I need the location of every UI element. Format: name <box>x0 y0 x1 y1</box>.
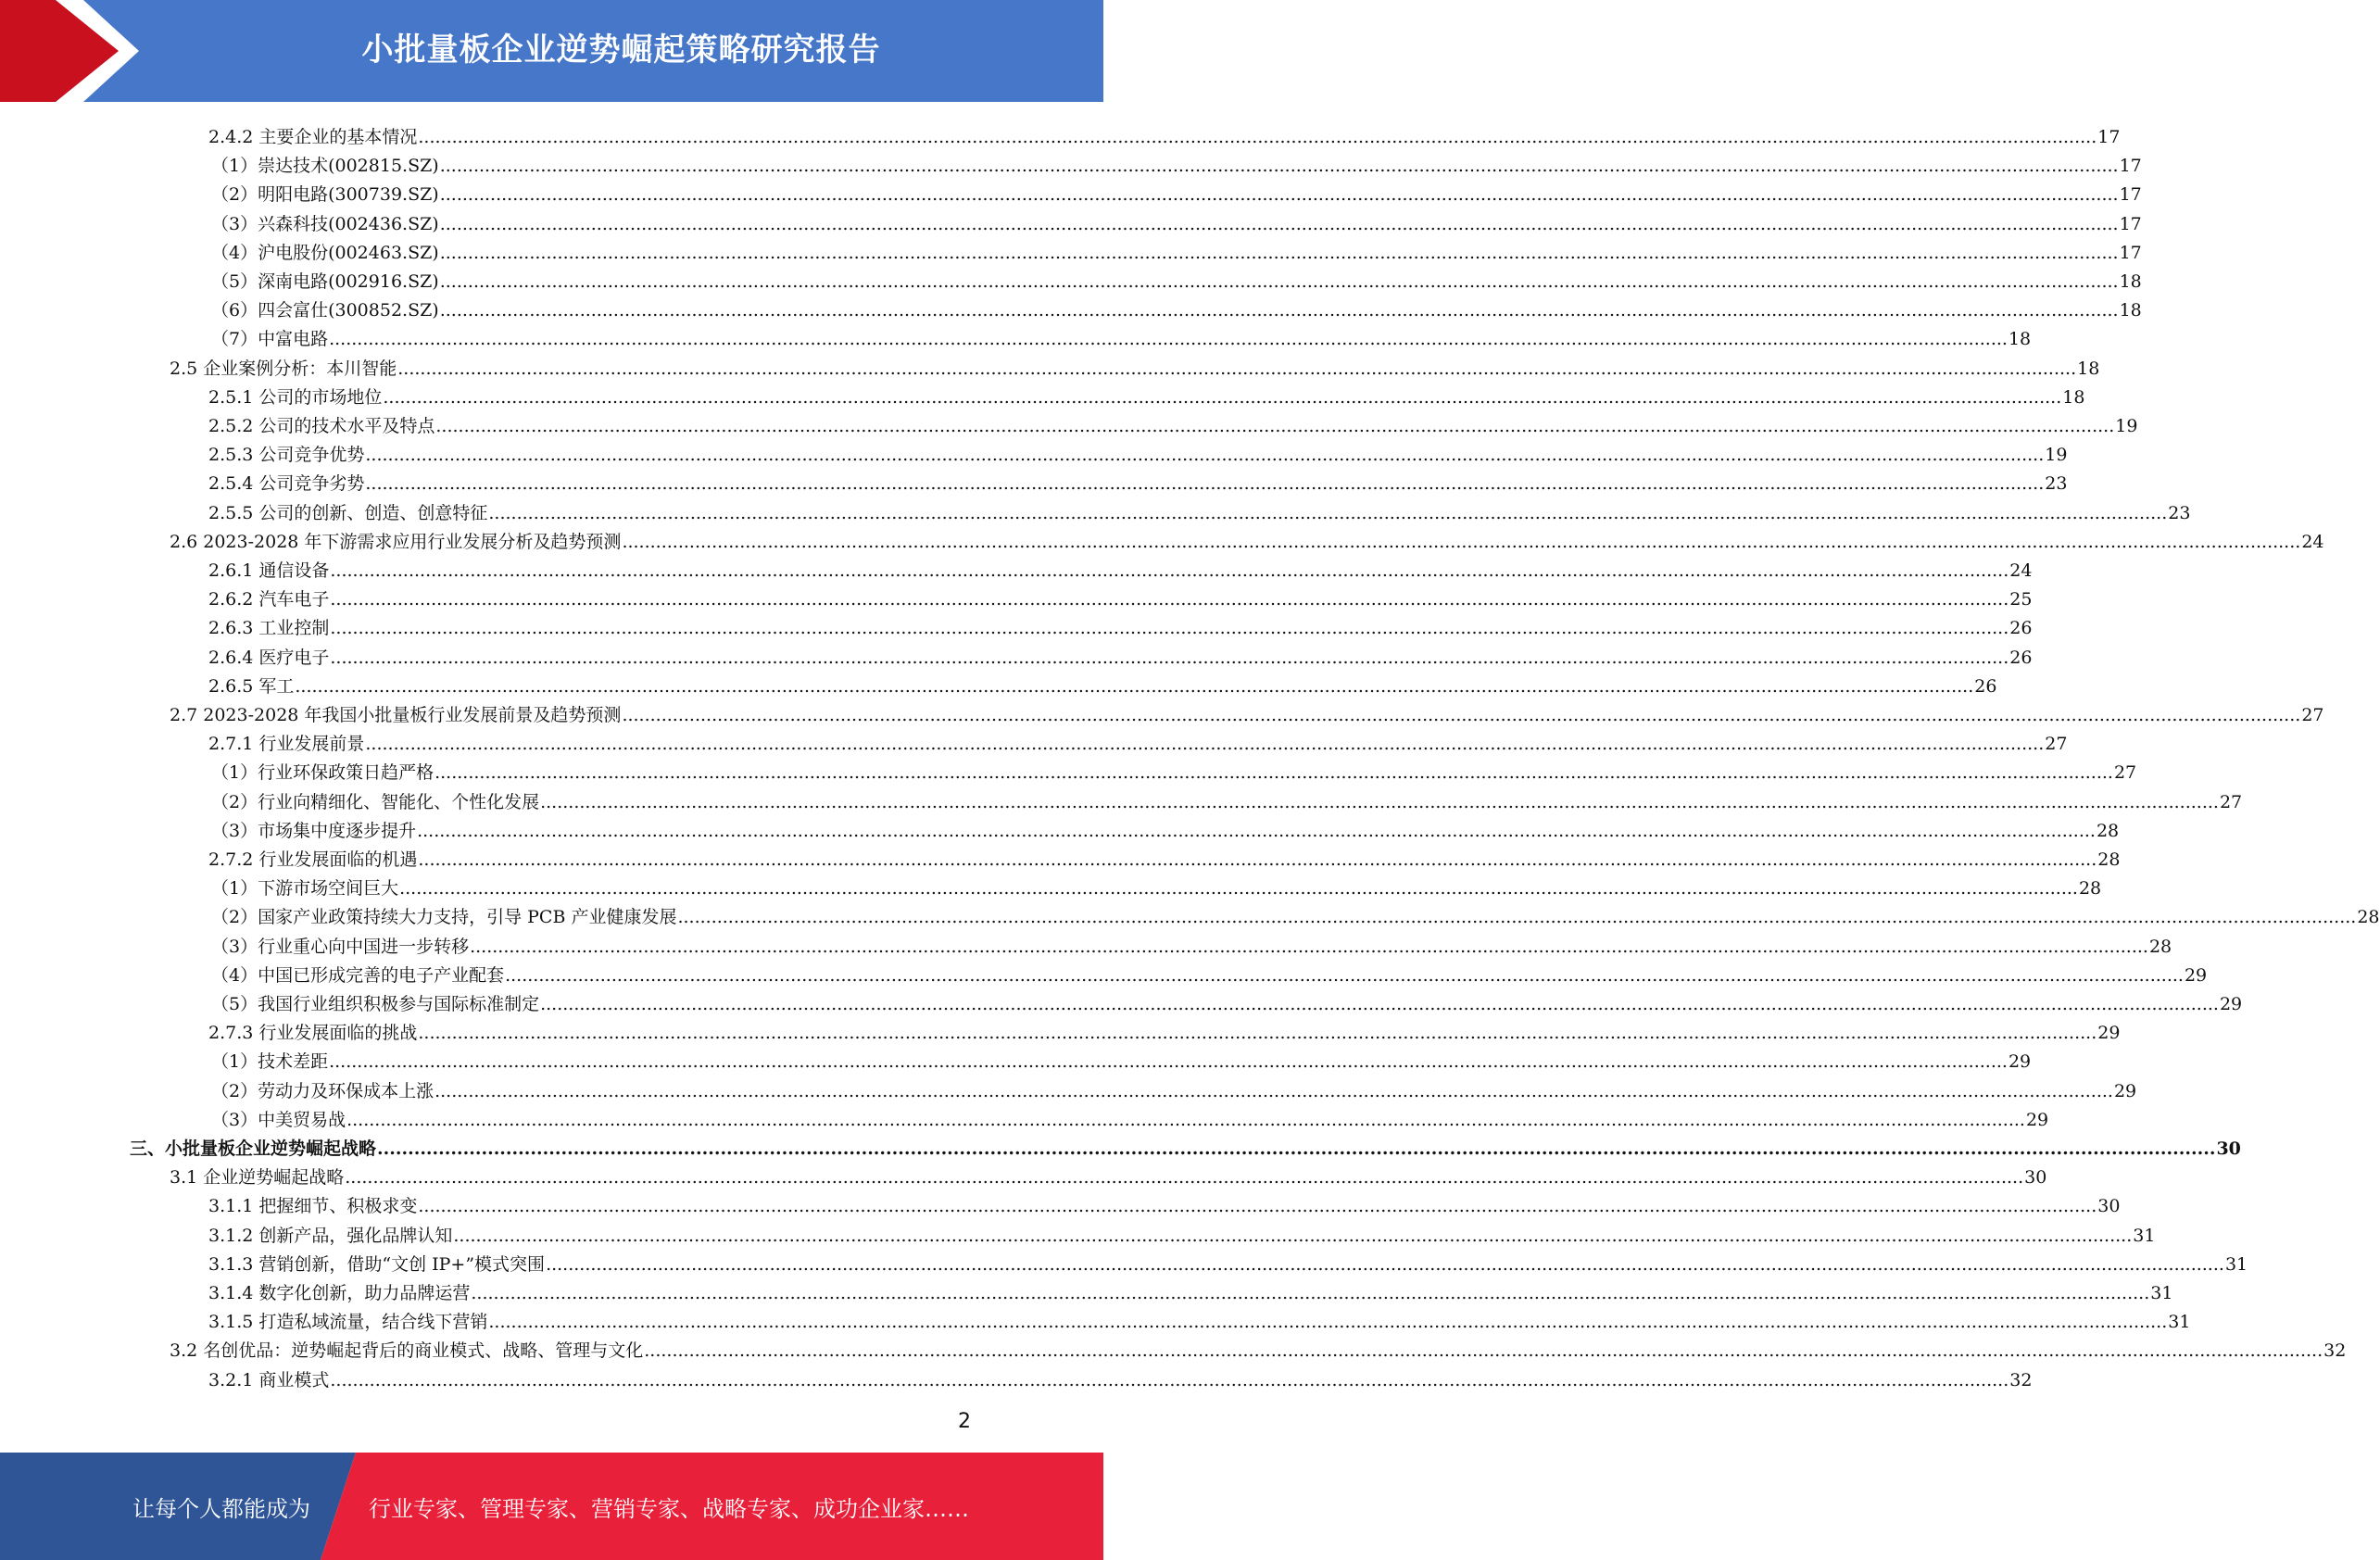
toc-entry[interactable] <box>208 1303 2191 1333</box>
toc-leader-dots: ............................................................................................................................................................................................................................................................................................................ <box>439 242 2119 263</box>
toc-entry[interactable] <box>211 754 2137 784</box>
toc-entry[interactable] <box>211 147 2142 177</box>
toc-entry-page: 30 <box>2097 1196 2121 1217</box>
toc-leader-dots: ............................................................................................................................................................................................................................................................................................................ <box>488 1312 2168 1333</box>
toc-entry[interactable] <box>208 1217 2156 1246</box>
toc-entry-label: （3）兴森科技(002436.SZ) <box>211 213 439 234</box>
toc-leader-dots: ............................................................................................................................................................................................................................................................................................................ <box>488 502 2168 523</box>
toc-entry-page: 18 <box>2062 386 2085 408</box>
toc-leader-dots: ............................................................................................................................................................................................................................................................................................................ <box>330 1369 2009 1390</box>
toc-entry-page: 31 <box>2224 1253 2248 1275</box>
toc-entry-label: 2.7.2 行业发展面临的机遇 <box>208 849 418 870</box>
toc-entry-page: 31 <box>2168 1312 2191 1333</box>
toc-leader-dots: ............................................................................................................................................................................................................................................................................................................ <box>329 1051 2008 1073</box>
toc-entry-label: （3）行业重心向中国进一步转移 <box>211 936 470 957</box>
toc-leader-dots: ............................................................................................................................................................................................................................................................................................................ <box>439 300 2119 321</box>
page-header <box>0 0 1103 102</box>
toc-entry[interactable] <box>211 957 2208 986</box>
toc-leader-dots: ............................................................................................................................................................................................................................................................................................................ <box>383 386 2062 408</box>
toc-entry[interactable] <box>170 523 2324 552</box>
toc-entry-page: 17 <box>2119 156 2142 177</box>
toc-entry-page: 24 <box>2009 560 2033 581</box>
toc-entry[interactable] <box>211 1101 2049 1130</box>
toc-entry-label: 三、小批量板企业逆势崛起战略 <box>130 1139 377 1159</box>
toc-entry-label: 2.6.1 通信设备 <box>208 560 330 581</box>
toc-entry-label: 2.5.3 公司竞争优势 <box>208 445 365 466</box>
toc-entry-label: （1）技术差距 <box>211 1051 329 1073</box>
toc-entry-page: 17 <box>2119 213 2142 234</box>
toc-entry-label: （2）国家产业政策持续大力支持，引导 PCB 产业健康发展 <box>211 907 677 928</box>
toc-leader-dots: ............................................................................................................................................................................................................................................................................................................ <box>622 531 2301 552</box>
toc-entry[interactable] <box>208 725 2068 755</box>
header-chevron-icon <box>0 0 148 102</box>
toc-leader-dots: ............................................................................................................................................................................................................................................................................................................ <box>330 589 2009 610</box>
toc-entry[interactable] <box>208 1362 2033 1390</box>
toc-leader-dots: ............................................................................................................................................................................................................................................................................................................ <box>417 820 2096 841</box>
toc-entry[interactable] <box>208 379 2085 408</box>
toc-entry[interactable] <box>170 697 2324 725</box>
toc-leader-dots: ............................................................................................................................................................................................................................................................................................................ <box>439 271 2119 292</box>
toc-entry[interactable] <box>208 639 2033 668</box>
toc-leader-dots: ............................................................................................................................................................................................................................................................................................................ <box>540 994 2219 1014</box>
toc-leader-dots: ............................................................................................................................................................................................................................................................................................................ <box>435 416 2115 436</box>
toc-entry-label: （1）崇达技术(002815.SZ) <box>211 156 439 177</box>
toc-entry[interactable] <box>208 668 1997 697</box>
toc-leader-dots: ............................................................................................................................................................................................................................................................................................................ <box>434 1080 2113 1101</box>
toc-entry-page: 23 <box>2168 502 2191 523</box>
toc-entry-label: （5）深南电路(002916.SZ) <box>211 271 439 292</box>
toc-leader-dots: ............................................................................................................................................................................................................................................................................................................ <box>471 1283 2150 1303</box>
toc-entry-page: 27 <box>2045 734 2068 755</box>
toc-entry-page: 17 <box>2119 242 2142 263</box>
toc-entry-label: 2.7.3 行业发展面临的挑战 <box>208 1023 418 1044</box>
toc-entry-page: 26 <box>2009 647 2033 668</box>
toc-entry[interactable] <box>208 581 2033 610</box>
toc-leader-dots: ............................................................................................................................................................................................................................................................................................................ <box>439 184 2119 206</box>
toc-leader-dots: ............................................................................................................................................................................................................................................................................................................ <box>622 705 2301 725</box>
toc-entry-label: 2.6.5 军工 <box>208 675 295 697</box>
toc-entry[interactable] <box>211 870 2102 900</box>
toc-entry-label: 3.1.4 数字化创新，助力品牌运营 <box>208 1283 471 1303</box>
toc-entry-page: 30 <box>2024 1167 2047 1189</box>
toc-entry-label: 2.7.1 行业发展前景 <box>208 734 365 755</box>
page-number: 2 <box>958 1410 971 1433</box>
toc-entry-label: 2.6.3 工业控制 <box>208 618 330 639</box>
toc-entry[interactable] <box>211 899 2380 928</box>
toc-entry[interactable] <box>208 495 2191 523</box>
toc-entry-page: 28 <box>2357 907 2380 928</box>
toc-leader-dots: ............................................................................................................................................................................................................................................................................................................ <box>453 1225 2133 1246</box>
toc-leader-dots: ............................................................................................................................................................................................................................................................................................................ <box>546 1253 2224 1275</box>
toc-entry-page: 19 <box>2115 416 2138 436</box>
toc-entry-label: （4）中国已形成完善的电子产业配套 <box>211 964 505 986</box>
toc-entry-label: （3）市场集中度逐步提升 <box>211 820 417 841</box>
toc-leader-dots: ............................................................................................................................................................................................................................................................................................................ <box>470 936 2148 957</box>
footer-slogan-left: 让每个人都能成为 <box>132 1496 310 1522</box>
toc-entry[interactable] <box>130 1130 2241 1159</box>
toc-leader-dots: ............................................................................................................................................................................................................................................................................................................ <box>330 560 2009 581</box>
toc-entry[interactable] <box>208 1246 2248 1275</box>
toc-entry[interactable] <box>208 1275 2173 1303</box>
toc-entry[interactable] <box>211 1073 2137 1101</box>
toc-entry-page: 29 <box>2097 1023 2121 1044</box>
toc-entry[interactable] <box>208 119 2121 147</box>
toc-entry-label: （2）明阳电路(300739.SZ) <box>211 184 439 206</box>
toc-entry-page: 18 <box>2077 358 2100 379</box>
toc-entry[interactable] <box>211 176 2142 206</box>
toc-entry-label: 2.6.2 汽车电子 <box>208 589 330 610</box>
toc-entry[interactable] <box>208 841 2121 870</box>
toc-leader-dots: ............................................................................................................................................................................................................................................................................................................ <box>330 618 2009 639</box>
toc-entry[interactable] <box>211 812 2120 841</box>
toc-entry-label: （3）中美贸易战 <box>211 1109 346 1130</box>
toc-entry-label: 3.2 名创优品：逆势崛起背后的商业模式、战略、管理与文化 <box>170 1340 644 1362</box>
toc-leader-dots: ............................................................................................................................................................................................................................................................................................................ <box>346 1109 2025 1130</box>
toc-entry-label: 2.7 2023-2028 年我国小批量板行业发展前景及趋势预测 <box>170 705 622 725</box>
toc-leader-dots: ............................................................................................................................................................................................................................................................................................................ <box>365 445 2045 466</box>
footer-slogan-right: 行业专家、管理专家、营销专家、战略专家、成功企业家…… <box>369 1496 969 1522</box>
toc-entry-label: 2.5.1 公司的市场地位 <box>208 386 383 408</box>
toc-leader-dots: ............................................................................................................................................................................................................................................................................................................ <box>295 675 1974 697</box>
toc-entry-page: 18 <box>2119 300 2142 321</box>
toc-entry-label: 3.1.1 把握细节、积极求变 <box>208 1196 418 1217</box>
toc-entry-page: 29 <box>2008 1051 2032 1073</box>
toc-entry[interactable] <box>208 436 2068 466</box>
toc-entry-label: 3.1 企业逆势崛起战略 <box>170 1167 345 1189</box>
toc-entry[interactable] <box>170 1332 2347 1362</box>
toc-entry[interactable] <box>208 610 2033 639</box>
toc-leader-dots: ............................................................................................................................................................................................................................................................................................................ <box>345 1167 2024 1189</box>
toc-entry-label: 3.2.1 商业模式 <box>208 1369 330 1390</box>
toc-entry-label: 3.1.2 创新产品，强化品牌认知 <box>208 1225 453 1246</box>
toc-entry[interactable] <box>170 1159 2047 1189</box>
toc-entry-page: 31 <box>2150 1283 2173 1303</box>
toc-entry-page: 26 <box>1974 675 1997 697</box>
toc-entry-page: 29 <box>2113 1080 2137 1101</box>
page-footer <box>0 1453 1103 1560</box>
toc-entry-label: （4）沪电股份(002463.SZ) <box>211 242 439 263</box>
toc-leader-dots: ............................................................................................................................................................................................................................................................................................................ <box>439 156 2119 177</box>
toc-entry[interactable] <box>208 465 2068 495</box>
report-title: 小批量板企业逆势崛起策略研究报告 <box>361 31 881 69</box>
toc-entry-label: 2.5.4 公司竞争劣势 <box>208 473 365 495</box>
toc-leader-dots: ............................................................................................................................................................................................................................................................................................................ <box>377 1139 2216 1159</box>
toc-entry-page: 18 <box>2008 329 2032 350</box>
toc-leader-dots: ............................................................................................................................................................................................................................................................................................................ <box>330 647 2009 668</box>
toc-entry-label: （7）中富电路 <box>211 329 329 350</box>
toc-entry-label: 2.5.5 公司的创新、创造、创意特征 <box>208 502 488 523</box>
toc-leader-dots: ............................................................................................................................................................................................................................................................................................................ <box>540 791 2219 812</box>
toc-entry-page: 19 <box>2045 445 2068 466</box>
toc-entry-page: 27 <box>2219 791 2243 812</box>
toc-entry[interactable] <box>208 552 2033 581</box>
toc-entry[interactable] <box>211 234 2142 263</box>
toc-leader-dots: ............................................................................................................................................................................................................................................................................................................ <box>365 473 2045 495</box>
toc-leader-dots: ............................................................................................................................................................................................................................................................................................................ <box>365 734 2045 755</box>
toc-entry-page: 28 <box>2096 820 2120 841</box>
toc-entry-page: 26 <box>2009 618 2033 639</box>
toc-leader-dots: ............................................................................................................................................................................................................................................................................................................ <box>399 878 2078 900</box>
toc-entry[interactable] <box>211 206 2142 234</box>
toc-entry-label: （2）行业向精细化、智能化、个性化发展 <box>211 791 540 812</box>
toc-entry[interactable] <box>208 1188 2121 1217</box>
toc-entry-label: （1）行业环保政策日趋严格 <box>211 762 434 784</box>
toc-entry[interactable] <box>211 263 2142 292</box>
toc-entry-label: 2.6.4 医疗电子 <box>208 647 330 668</box>
toc-entry-label: 2.4.2 主要企业的基本情况 <box>208 127 418 147</box>
toc-entry-page: 25 <box>2009 589 2033 610</box>
toc-entry-label: 3.1.5 打造私域流量，结合线下营销 <box>208 1312 488 1333</box>
toc-entry-page: 28 <box>2078 878 2102 900</box>
toc-entry[interactable] <box>208 408 2138 436</box>
toc-entry-label: 2.5.2 公司的技术水平及特点 <box>208 416 435 436</box>
toc-entry-page: 29 <box>2184 964 2208 986</box>
toc-entry-page: 17 <box>2119 184 2142 206</box>
toc-entry[interactable] <box>211 784 2243 812</box>
toc-entry-page: 24 <box>2301 531 2324 552</box>
toc-entry-label: （5）我国行业组织积极参与国际标准制定 <box>211 994 540 1014</box>
toc-leader-dots: ............................................................................................................................................................................................................................................................................................................ <box>418 849 2097 870</box>
toc-entry[interactable] <box>211 928 2172 957</box>
toc-leader-dots: ............................................................................................................................................................................................................................................................................................................ <box>677 907 2357 928</box>
toc-entry-label: 3.1.3 营销创新，借助“文创 IP+”模式突围 <box>208 1253 546 1275</box>
toc-entry-page: 27 <box>2113 762 2137 784</box>
toc-entry-label: （1）下游市场空间巨大 <box>211 878 399 900</box>
toc-entry-page: 29 <box>2025 1109 2049 1130</box>
toc-entry-page: 31 <box>2133 1225 2156 1246</box>
toc-entry-page: 32 <box>2009 1369 2033 1390</box>
toc-entry[interactable] <box>211 986 2243 1014</box>
toc-entry-label: （2）劳动力及环保成本上涨 <box>211 1080 434 1101</box>
toc-entry[interactable] <box>211 1043 2032 1073</box>
toc-leader-dots: ............................................................................................................................................................................................................................................................................................................ <box>505 964 2184 986</box>
toc-leader-dots: ............................................................................................................................................................................................................................................................................................................ <box>434 762 2113 784</box>
toc-leader-dots: ............................................................................................................................................................................................................................................................................................................ <box>439 213 2119 234</box>
toc-entry[interactable] <box>211 292 2142 321</box>
toc-entry-page: 17 <box>2097 127 2121 147</box>
toc-leader-dots: ............................................................................................................................................................................................................................................................................................................ <box>329 329 2008 350</box>
toc-entry-page: 30 <box>2216 1139 2241 1159</box>
toc-leader-dots: ............................................................................................................................................................................................................................................................................................................ <box>418 1196 2097 1217</box>
toc-entry[interactable] <box>170 350 2100 379</box>
toc-leader-dots: ............................................................................................................................................................................................................................................................................................................ <box>418 1023 2097 1044</box>
toc-leader-dots: ............................................................................................................................................................................................................................................................................................................ <box>644 1340 2323 1362</box>
toc-leader-dots: ............................................................................................................................................................................................................................................................................................................ <box>397 358 2077 379</box>
toc-entry-label: 2.5 企业案例分析：本川智能 <box>170 358 397 379</box>
toc-entry[interactable] <box>208 1014 2121 1044</box>
toc-entry-label: （6）四会富仕(300852.SZ) <box>211 300 439 321</box>
toc-entry-page: 23 <box>2045 473 2068 495</box>
toc-entry[interactable] <box>211 321 2032 350</box>
toc-leader-dots: ............................................................................................................................................................................................................................................................................................................ <box>418 127 2097 147</box>
toc-entry-page: 29 <box>2219 994 2243 1014</box>
toc-entry-page: 18 <box>2119 271 2142 292</box>
toc-entry-page: 28 <box>2097 849 2121 870</box>
toc-entry-page: 27 <box>2301 705 2324 725</box>
toc-entry-page: 28 <box>2148 936 2172 957</box>
toc-entry-page: 32 <box>2323 1340 2347 1362</box>
toc-entry-label: 2.6 2023-2028 年下游需求应用行业发展分析及趋势预测 <box>170 531 622 552</box>
